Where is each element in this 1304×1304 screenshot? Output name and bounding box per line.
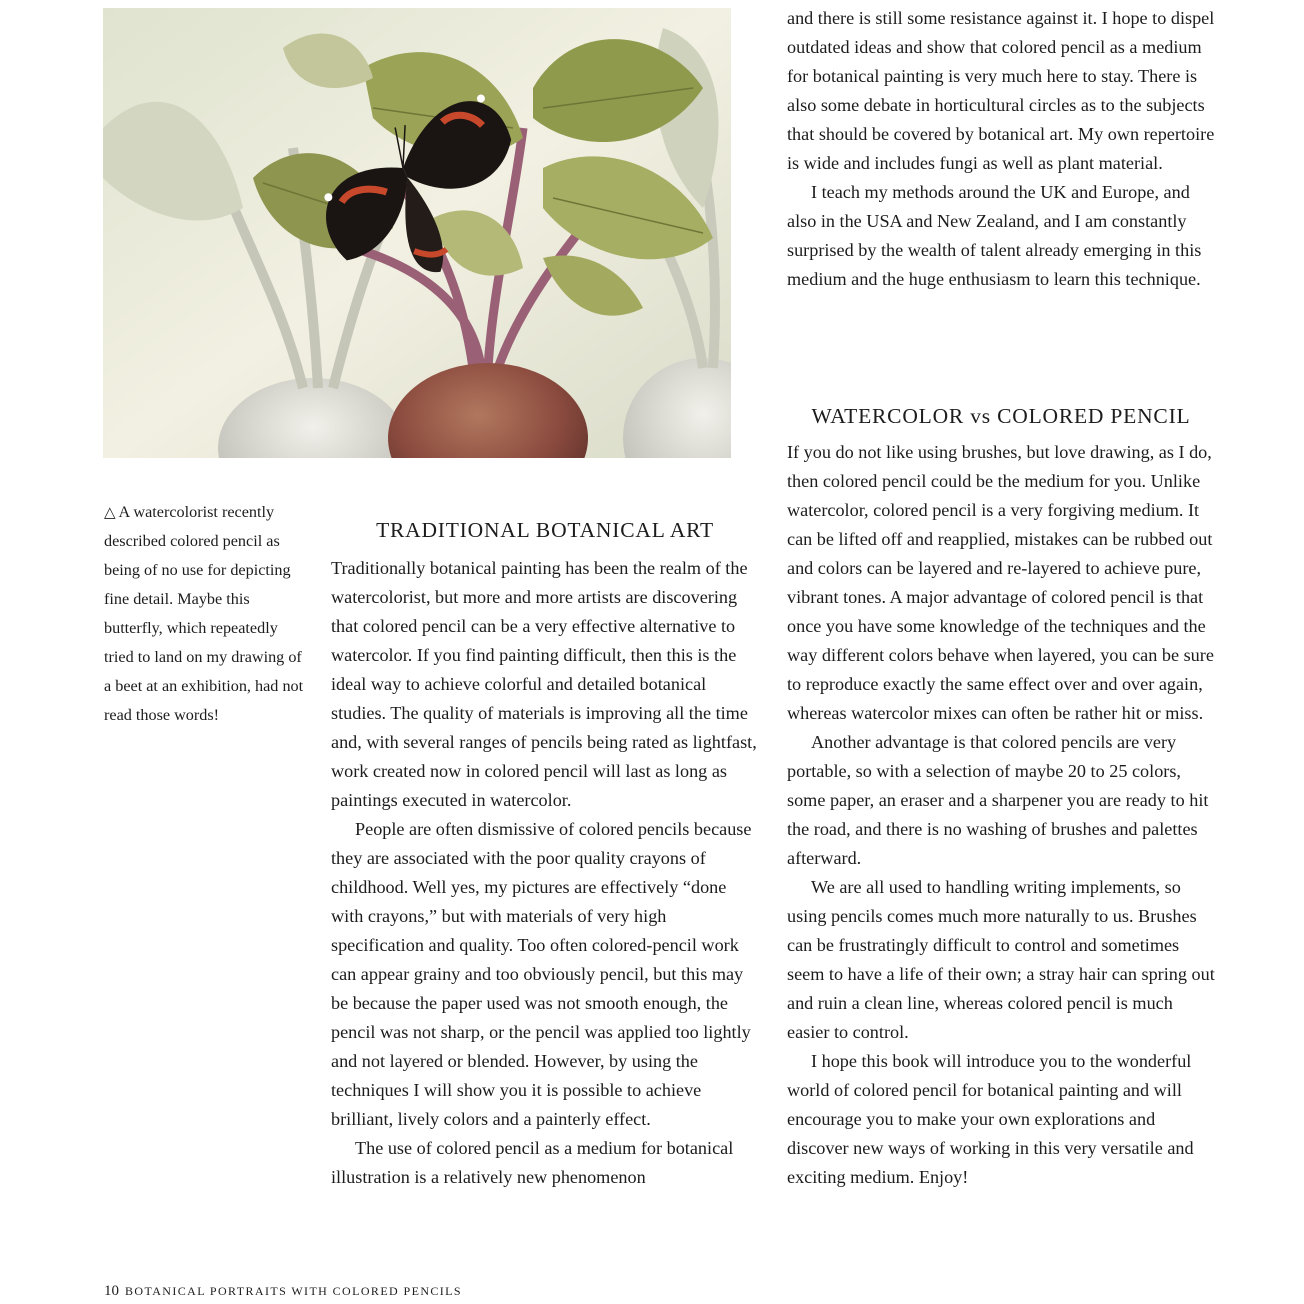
body-column-middle	[331, 554, 763, 1192]
running-title: BOTANICAL PORTRAITS WITH COLORED PENCILS	[125, 1284, 462, 1298]
paragraph: Another advantage is that colored pencils are very portable, so with a selection of maybe 20 to 25 colors, some paper, an eraser and a sharpener you are ready to hit the road, and there is no washing of brushes and palettes afterward.	[787, 732, 1209, 868]
paragraph: and there is still some resistance against it. I hope to dispel outdated ideas and show that colored pencil as a medium for botanical painting is very much here to stay. There is also some debate in horticultural circles as to the subjects that should be covered by botanical art. My own repertoire is wide and includes fungi as well as plant material.	[787, 8, 1215, 173]
paragraph: If you do not like using brushes, but love drawing, as I do, then colored pencil could be the medium for you. Unlike watercolor, colored pencil is a very forgiving medium. It can be lifted off and reapplied, mistakes can be rubbed out and colors can be layered and re-layered to achieve pure, vibrant tones. A major advantage of colored pencil is that once you have some knowledge of the techniques and the way different colors behave when layered, you can be sure to reproduce exactly the same effect over and over again, whereas watercolor mixes can often be rather hit or miss.	[787, 442, 1214, 723]
page-number: 10	[104, 1283, 119, 1299]
paragraph: I hope this book will introduce you to the wonderful world of colored pencil for botanical painting and will encourage you to make your own explorations and discover new ways of working in this very versatile and exciting medium. Enjoy!	[787, 1051, 1194, 1187]
figure-caption	[104, 498, 308, 730]
paragraph: I teach my methods around the UK and Europe, and also in the USA and New Zealand, and I am constantly surprised by the wealth of talent already emerging in this medium and the huge enthusiasm to learn this technique.	[787, 182, 1202, 289]
paragraph: The use of colored pencil as a medium for botanical illustration is a relatively new phenomenon	[331, 1138, 734, 1187]
paragraph: We are all used to handling writing implements, so using pencils comes much more naturally to us. Brushes can be frustratingly difficult to control and sometimes seem to have a life of their own; a stray hair can spring out and ruin a clean line, whereas colored pencil is much easier to control.	[787, 877, 1215, 1042]
beet-butterfly-illustration	[103, 8, 731, 458]
section-heading-traditional: TRADITIONAL BOTANICAL ART	[376, 517, 714, 542]
paragraph: People are often dismissive of colored pencils because they are associated with the poor quality crayons of childhood. Well yes, my pictures are effectively “done with crayons,” but with materials of very high specification and quality. Too often colored-pencil work can appear grainy and too obviously pencil, but this may be because the paper used was not smooth enough, the pencil was not sharp, or the pencil was applied too lightly and not layered or blended. However, by using the techniques I will show you it is possible to achieve brilliant, lively colors and a painterly effect.	[331, 819, 752, 1129]
caption-text: A watercolorist recently described colored pencil as being of no use for depicting fine detail. Maybe this butterfly, which repeatedly tried to land on my drawing of a beet at an exhibition, had not read those words!	[104, 503, 304, 724]
triangle-up-icon: △	[104, 503, 116, 521]
body-column-right-continued	[787, 4, 1219, 294]
paragraph: Traditionally botanical painting has been the realm of the watercolorist, but more and more artists are discovering that colored pencil can be a very effective alternative to watercolor. If you find painting difficult, then this is the ideal way to achieve colorful and detailed botanical studies. The quality of materials is improving all the time and, with several ranges of pencils being rated as lightfast, work created now in colored pencil will last as long as paintings executed in watercolor.	[331, 558, 757, 810]
body-column-right	[787, 438, 1219, 1192]
section-heading-watercolor-vs-pencil: WATERCOLOR vs COLORED PENCIL	[811, 403, 1191, 428]
page-footer	[104, 1283, 462, 1300]
